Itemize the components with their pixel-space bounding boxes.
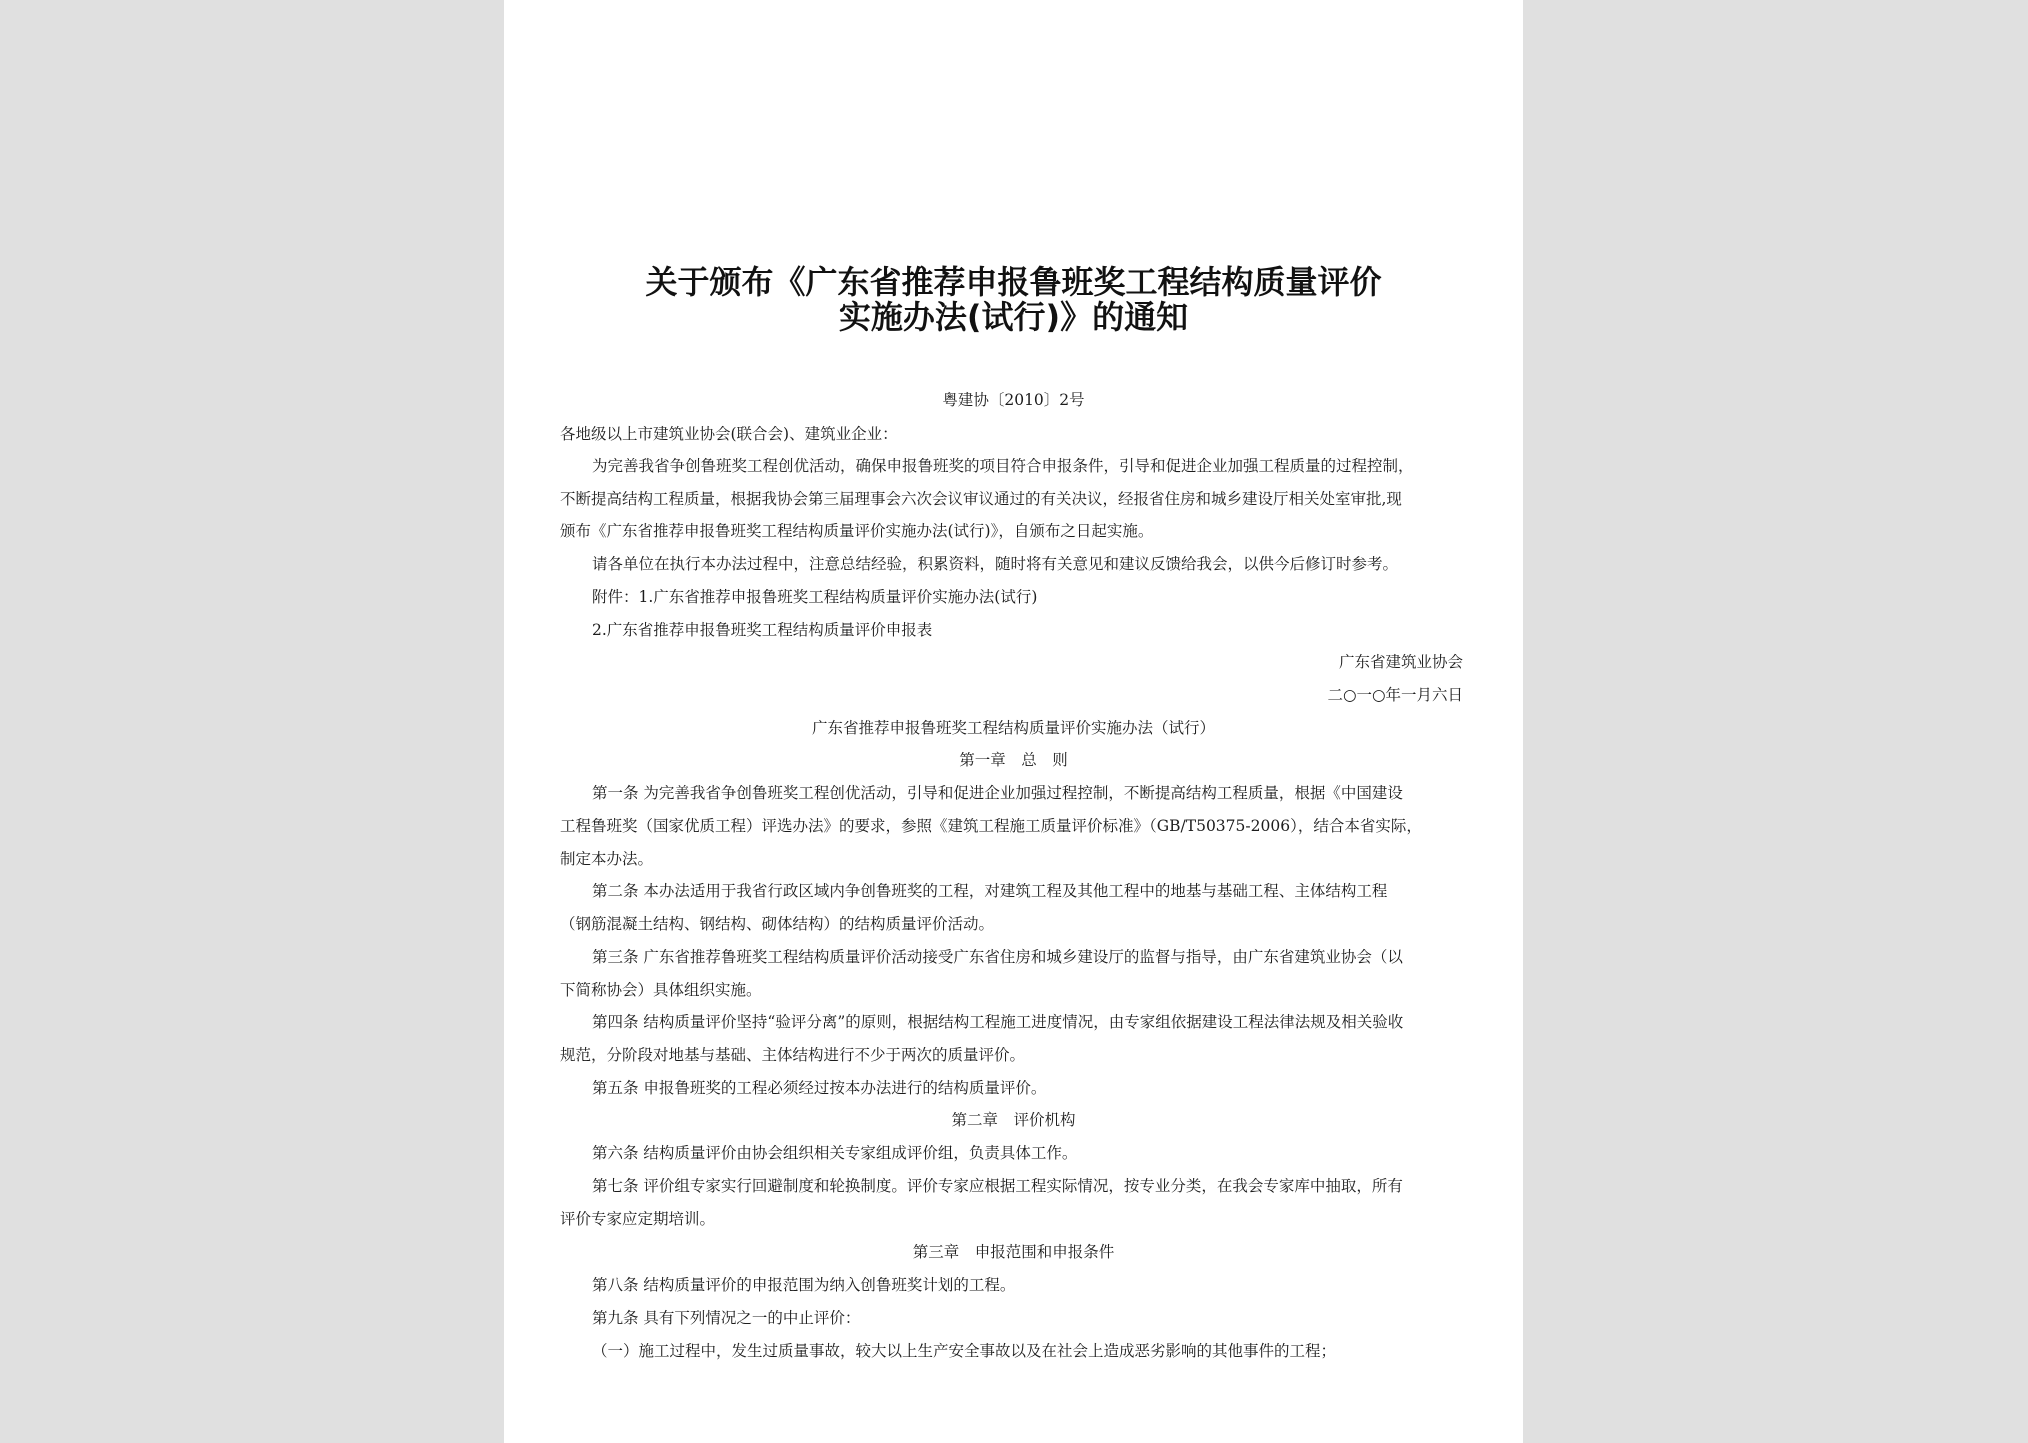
chapter-heading: 第三章 申报范围和申报条件 <box>912 1243 1115 1261</box>
attachment-1: 附件：1.广东省推荐申报鲁班奖工程结构质量评价实施办法(试行) <box>592 588 1038 606</box>
signature-date: 二○一○年一月六日 <box>1327 686 1463 704</box>
article-line: 第二条 本办法适用于我省行政区域内争创鲁班奖的工程，对建筑工程及其他工程中的地基与基础工程、主体结构工程 <box>592 882 1388 900</box>
chapter-heading: 第二章 评价机构 <box>951 1111 1076 1129</box>
article-line: 第八条 结构质量评价的申报范围为纳入创鲁班奖计划的工程。 <box>592 1276 1016 1294</box>
document-number: 粤建协〔2010〕2号 <box>942 391 1085 409</box>
article-line: 第九条 具有下列情况之一的中止评价： <box>592 1309 861 1327</box>
article-line: 第一条 为完善我省争创鲁班奖工程创优活动，引导和促进企业加强过程控制，不断提高结构工程质量，根据《中国建设 <box>592 784 1403 802</box>
addressee: 各地级以上市建筑业协会(联合会)、建筑业企业： <box>560 425 898 443</box>
article-line: 第六条 结构质量评价由协会组织相关专家组成评价组，负责具体工作。 <box>592 1144 1078 1162</box>
article-line: 第三条 广东省推荐鲁班奖工程结构质量评价活动接受广东省住房和城乡建设厅的监督与指导，由广东省建筑业协会（以 <box>592 948 1403 966</box>
document-page <box>504 0 1523 1443</box>
article-line: 制定本办法。 <box>560 850 654 868</box>
article-line: 评价专家应定期培训。 <box>560 1210 716 1228</box>
document-title-line2: 实施办法(试行)》的通知 <box>838 298 1189 336</box>
article-line: 工程鲁班奖（国家优质工程）评选办法》的要求，参照《建筑工程施工质量评价标准》（GB/T50375-2006），结合本省实际， <box>560 817 1422 835</box>
attachment-2: 2.广东省推荐申报鲁班奖工程结构质量评价申报表 <box>592 621 933 639</box>
article-line: 第七条 评价组专家实行回避制度和轮换制度。评价专家应根据工程实际情况，按专业分类，在我会专家库中抽取，所有 <box>592 1177 1403 1195</box>
document-title-line1: 关于颁布《广东省推荐申报鲁班奖工程结构质量评价 <box>645 263 1382 301</box>
article-item-line: （一）施工过程中，发生过质量事故，较大以上生产安全事故以及在社会上造成恶劣影响的其他事件的工程； <box>592 1342 1337 1360</box>
chapter-heading: 第一章 总 则 <box>959 751 1068 769</box>
article-line: （钢筋混凝土结构、钢结构、砌体结构）的结构质量评价活动。 <box>560 915 995 933</box>
paragraph-line: 请各单位在执行本办法过程中，注意总结经验，积累资料，随时将有关意见和建议反馈给我会，以供今后修订时参考。 <box>592 555 1399 573</box>
article-line: 第四条 结构质量评价坚持“验评分离”的原则，根据结构工程施工进度情况，由专家组依据建设工程法律法规及相关验收 <box>592 1013 1404 1031</box>
article-line: 下简称协会）具体组织实施。 <box>560 981 762 999</box>
paragraph-line: 不断提高结构工程质量，根据我协会第三届理事会六次会议审议通过的有关决议，经报省住房和城乡建设厅相关处室审批,现 <box>560 490 1402 508</box>
paragraph-line: 颁布《广东省推荐申报鲁班奖工程结构质量评价实施办法(试行)》，自颁布之日起实施。 <box>560 522 1154 540</box>
article-line: 第五条 申报鲁班奖的工程必须经过按本办法进行的结构质量评价。 <box>592 1079 1047 1097</box>
sub-document-title: 广东省推荐申报鲁班奖工程结构质量评价实施办法（试行） <box>811 719 1215 737</box>
signature-organization: 广东省建筑业协会 <box>1338 653 1463 671</box>
paragraph-line: 为完善我省争创鲁班奖工程创优活动，确保申报鲁班奖的项目符合申报条件，引导和促进企业加强工程质量的过程控制， <box>592 457 1414 475</box>
article-line: 规范，分阶段对地基与基础、主体结构进行不少于两次的质量评价。 <box>560 1046 1026 1064</box>
